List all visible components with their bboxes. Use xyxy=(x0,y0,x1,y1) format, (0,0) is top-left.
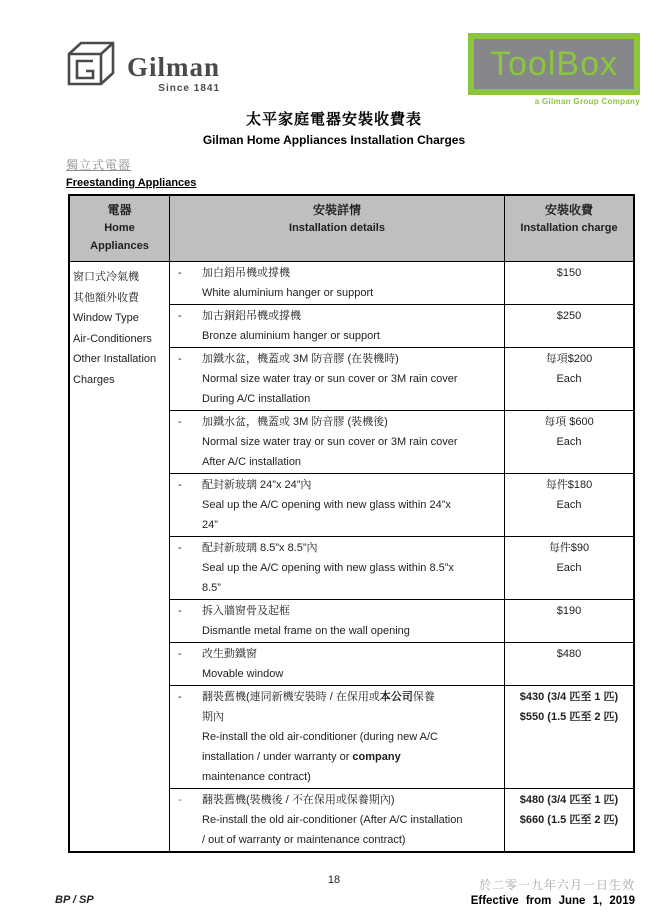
detail-text xyxy=(202,412,500,472)
header-appliances-en1: Home xyxy=(104,222,135,234)
detail-cell xyxy=(170,348,505,410)
bullet-dash: - xyxy=(178,648,182,660)
detail-line xyxy=(202,538,500,558)
detail-cell xyxy=(170,643,505,685)
charge-line: 每件$90 xyxy=(548,542,590,554)
charge-line: $150 xyxy=(556,267,582,279)
page-number: 18 xyxy=(327,874,341,886)
detail-line xyxy=(202,830,500,850)
detail-text xyxy=(202,475,500,535)
detail-line xyxy=(202,687,500,707)
detail-segment: 加鐵水盆，機蓋或 3M 防音膠 (在裝機時) xyxy=(202,353,399,365)
detail-line xyxy=(202,326,500,346)
detail-text xyxy=(202,601,500,641)
detail-line xyxy=(202,369,500,389)
detail-text xyxy=(202,263,500,303)
table-row xyxy=(170,599,633,642)
section-heading-en: Freestanding Appliances xyxy=(66,177,197,189)
detail-line xyxy=(202,790,500,810)
gilman-since-text: Since 1841 xyxy=(158,83,221,94)
section-heading-zh: 獨立式電器 xyxy=(66,158,132,172)
detail-segment: company xyxy=(352,751,401,763)
detail-segment: 加鐵水盆，機蓋或 3M 防音膠 (裝機後) xyxy=(202,416,388,428)
gilman-brand-text: Gilman xyxy=(127,52,221,82)
page-title-en: Gilman Home Appliances Installation Charges xyxy=(202,133,466,147)
detail-segment: 加白鋁吊機或撐機 xyxy=(202,267,290,279)
appliance-line: Air-Conditioners xyxy=(73,332,152,345)
charge-cell xyxy=(505,686,633,788)
bullet-dash: - xyxy=(178,310,182,322)
detail-segment: White aluminium hanger or support xyxy=(202,287,374,299)
detail-line xyxy=(202,558,500,578)
detail-text xyxy=(202,687,500,787)
footer-effective-en: Effective from June 1, 2019 xyxy=(470,895,635,907)
bullet-dash: - xyxy=(178,691,182,703)
appliance-cell xyxy=(70,262,170,851)
detail-line xyxy=(202,644,500,664)
charge-line: 每項$200 xyxy=(545,353,593,365)
bullet-dash: - xyxy=(178,416,182,428)
bullet-dash: - xyxy=(178,794,182,806)
detail-segment: Re-install the old air-conditioner (during new A/C xyxy=(202,731,439,743)
table-header-row xyxy=(70,196,633,262)
header-details xyxy=(170,196,505,261)
detail-line xyxy=(202,621,500,641)
detail-line xyxy=(202,263,500,283)
charge-line: $660 (1.5 匹至 2 匹) xyxy=(519,814,619,826)
charge-line: 每件$180 xyxy=(545,479,593,491)
appliance-line: Other Installation xyxy=(73,353,157,365)
detail-text xyxy=(202,538,500,598)
appliance-line: Window Type xyxy=(73,312,139,324)
header-details-zh: 安裝詳情 xyxy=(312,203,361,217)
table-row xyxy=(170,347,633,410)
detail-segment: 翻裝舊機(連同新機安裝時 / 在保用或 xyxy=(202,691,380,703)
detail-text xyxy=(202,644,500,684)
page-title-zh: 太平家庭電器安裝收費表 xyxy=(245,111,422,128)
detail-line xyxy=(202,389,500,409)
detail-segment: Dismantle metal frame on the wall opening xyxy=(202,625,410,637)
bullet-dash: - xyxy=(178,605,182,617)
detail-cell xyxy=(170,474,505,536)
detail-cell xyxy=(170,789,505,851)
detail-line xyxy=(202,664,500,684)
detail-line xyxy=(202,707,500,727)
detail-segment: 本公司 xyxy=(379,691,413,703)
charge-line: $430 (3/4 匹至 1 匹) xyxy=(519,691,619,703)
table-row xyxy=(170,410,633,473)
toolbox-tagline-text: a Gilman Group Company xyxy=(534,97,640,106)
bullet-dash: - xyxy=(178,542,182,554)
gilman-logo xyxy=(57,40,220,96)
detail-segment: 拆入牆窗骨及起框 xyxy=(202,605,290,617)
detail-segment: After A/C installation xyxy=(202,456,302,468)
charge-line: 每項 $600 xyxy=(544,416,594,428)
detail-text xyxy=(202,349,500,409)
detail-segment: 期內 xyxy=(202,711,224,723)
detail-line xyxy=(202,578,500,598)
detail-segment: 保養 xyxy=(412,691,435,703)
detail-line xyxy=(202,495,500,515)
detail-cell xyxy=(170,411,505,473)
appliance-line: Charges xyxy=(73,373,115,386)
table-row xyxy=(170,788,633,851)
detail-segment: 翻裝舊機(裝機後 / 不在保用或保養期內) xyxy=(202,794,395,806)
gilman-cube-icon xyxy=(57,40,119,96)
detail-line xyxy=(202,412,500,432)
header-charge-en: Installation charge xyxy=(520,222,618,234)
charge-cell xyxy=(505,789,633,851)
charge-cell xyxy=(505,305,633,347)
detail-cell xyxy=(170,686,505,788)
table-row xyxy=(170,642,633,685)
detail-segment: Seal up the A/C opening with new glass within 24”x xyxy=(202,499,451,511)
charges-table xyxy=(68,194,635,853)
detail-line xyxy=(202,475,500,495)
detail-segment: 改生動鐵窗 xyxy=(202,648,257,660)
footer-effective-block xyxy=(471,876,635,907)
detail-line xyxy=(202,452,500,472)
table-row xyxy=(170,304,633,347)
detail-segment: Bronze aluminium hanger or support xyxy=(202,330,380,342)
table-row xyxy=(170,685,633,788)
charge-cell xyxy=(505,411,633,473)
header-appliances-en2: Appliances xyxy=(90,240,149,252)
detail-segment: 配封新玻璃 8.5”x 8.5”內 xyxy=(202,542,318,554)
header-charge xyxy=(505,196,633,261)
table-row xyxy=(170,473,633,536)
charge-line: $190 xyxy=(556,605,582,617)
footer-effective-zh: 於二零一九年六月一日生效 xyxy=(478,878,635,892)
charge-line: Each xyxy=(556,373,582,385)
toolbox-logo-box xyxy=(468,33,640,95)
detail-cell xyxy=(170,537,505,599)
detail-cell xyxy=(170,305,505,347)
appliance-line: 其他額外收費 xyxy=(73,291,139,304)
table-row xyxy=(170,262,633,304)
charge-cell xyxy=(505,600,633,642)
detail-segment: 8.5” xyxy=(202,582,221,594)
bullet-dash: - xyxy=(178,267,182,279)
detail-text xyxy=(202,790,500,850)
footer-initials: BP / SP xyxy=(55,894,94,906)
charge-cell xyxy=(505,348,633,410)
detail-segment: Normal size water tray or sun cover or 3M rain cover xyxy=(202,373,458,385)
charge-cell xyxy=(505,643,633,685)
detail-line xyxy=(202,349,500,369)
detail-line xyxy=(202,432,500,452)
detail-text xyxy=(202,306,500,346)
detail-segment: / out of warranty or maintenance contract) xyxy=(202,834,406,846)
detail-segment: Seal up the A/C opening with new glass within 8.5”x xyxy=(202,562,454,574)
charge-line: $550 (1.5 匹至 2 匹) xyxy=(519,711,619,723)
detail-cell xyxy=(170,262,505,304)
detail-segment: 24” xyxy=(202,519,218,531)
table-rows xyxy=(170,262,633,851)
detail-line xyxy=(202,283,500,303)
bullet-dash: - xyxy=(178,479,182,491)
detail-segment: During A/C installation xyxy=(202,393,311,405)
detail-cell xyxy=(170,600,505,642)
appliance-line: 窗口式冷氣機 xyxy=(73,271,139,283)
detail-segment: Movable window xyxy=(202,668,284,680)
header-details-en: Installation details xyxy=(289,222,385,234)
charge-line: $480 (3/4 匹至 1 匹) xyxy=(519,794,619,806)
toolbox-logo xyxy=(468,33,640,106)
charge-line: Each xyxy=(556,562,582,574)
detail-line xyxy=(202,306,500,326)
charge-line: Each xyxy=(556,436,582,448)
charge-line: $250 xyxy=(556,310,582,322)
charge-cell xyxy=(505,474,633,536)
detail-segment: Re-install the old air-conditioner (After A/C installation xyxy=(202,814,463,826)
header-appliances-zh: 電器 xyxy=(107,203,132,217)
detail-line xyxy=(202,515,500,535)
toolbox-brand-text: ToolBox xyxy=(490,45,618,83)
detail-segment: 配封新玻璃 24”x 24”內 xyxy=(202,479,312,491)
detail-segment: Normal size water tray or sun cover or 3M rain cover xyxy=(202,436,458,448)
header-appliances xyxy=(70,196,170,261)
charge-cell xyxy=(505,262,633,304)
table-body xyxy=(70,262,633,851)
detail-line xyxy=(202,601,500,621)
bullet-dash: - xyxy=(178,353,182,365)
detail-segment: maintenance contract) xyxy=(202,771,311,783)
table-row xyxy=(170,536,633,599)
detail-segment: 加古銅鋁吊機或撐機 xyxy=(202,310,301,322)
charge-line: $480 xyxy=(556,648,582,660)
detail-line xyxy=(202,727,500,747)
detail-line xyxy=(202,767,500,787)
charge-line: Each xyxy=(556,499,582,511)
detail-line xyxy=(202,810,500,830)
header-charge-zh: 安裝收費 xyxy=(544,203,593,217)
charge-cell xyxy=(505,537,633,599)
detail-line xyxy=(202,747,500,767)
detail-segment: installation / under warranty or xyxy=(202,751,353,763)
